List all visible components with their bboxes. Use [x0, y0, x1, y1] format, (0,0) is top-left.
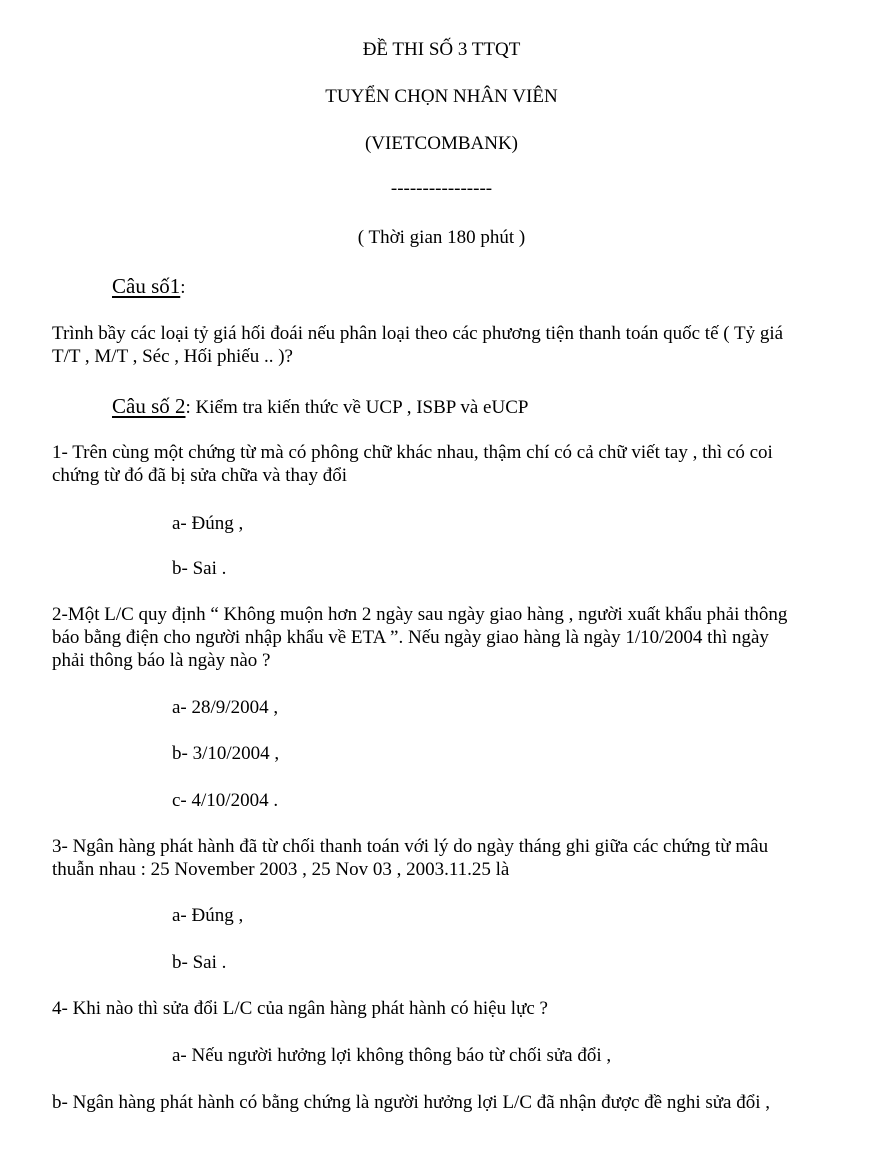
exam-title: ĐỀ THI SỐ 3 TTQT: [362, 39, 521, 60]
question-4-option-a: a- Nếu người hưởng lợi không thông báo từ chối sửa đổi ,: [172, 1045, 612, 1066]
header-divider: ----------------: [390, 178, 493, 199]
question-4-continuation: b- Ngân hàng phát hành có bằng chứng là người hưởng lợi L/C đã nhận được đề nghi sửa đổi ,: [52, 1092, 771, 1113]
question-4-line-1: 4- Khi nào thì sửa đổi L/C của ngân hàng phát hành có hiệu lực ?: [52, 998, 548, 1019]
question-3-line-1: 3- Ngân hàng phát hành đã từ chối thanh toán với lý do ngày tháng ghi giữa các chứng từ mâu: [52, 836, 769, 857]
question-2-line-1: 2-Một L/C quy định “ Không muộn hơn 2 ngày sau ngày giao hàng , người xuất khẩu phải thông: [52, 604, 788, 625]
section-1-heading-label: Câu số1: [112, 274, 181, 298]
question-1-option-a: a- Đúng ,: [172, 513, 244, 534]
question-1-line-2: chứng từ đó đã bị sửa chữa và thay đổi: [52, 465, 347, 486]
organization-name: (VIETCOMBANK): [364, 133, 519, 154]
question-2-line-3: phải thông báo là ngày nào ?: [52, 650, 271, 671]
question-2-line-2: báo bằng điện cho người nhập khẩu về ETA ”. Nếu ngày giao hàng là ngày 1/10/2004 thì ngày: [52, 627, 769, 648]
question-1-option-b: b- Sai .: [172, 558, 227, 579]
section-1-heading-suffix: :: [180, 277, 186, 298]
question-3-option-a: a- Đúng ,: [172, 905, 244, 926]
section-2-heading-suffix: : Kiểm tra kiến thức về UCP , ISBP và eUCP: [185, 397, 529, 418]
question-1-line-1: 1- Trên cùng một chứng từ mà có phông chữ khác nhau, thậm chí có cả chữ viết tay , thì có coi: [52, 442, 773, 463]
section-1-question-line-2: T/T , M/T , Séc , Hối phiếu .. )?: [52, 346, 293, 367]
section-2-heading: [112, 395, 528, 419]
exam-duration: ( Thời gian 180 phút ): [357, 227, 526, 248]
question-3-option-b: b- Sai .: [172, 952, 227, 973]
question-2-option-b: b- 3/10/2004 ,: [172, 743, 280, 764]
question-2-option-c: c- 4/10/2004 .: [172, 790, 279, 811]
section-1-question-line-1: Trình bầy các loại tỷ giá hối đoái nếu phân loại theo các phương tiện thanh toán quốc tế ( Tỷ giá: [52, 323, 784, 344]
question-3-line-2: thuẫn nhau : 25 November 2003 , 25 Nov 03 , 2003.11.25 là: [52, 859, 510, 880]
exam-subtitle: TUYỂN CHỌN NHÂN VIÊN: [325, 86, 558, 107]
section-1-heading: [112, 275, 186, 299]
question-2-option-a: a- 28/9/2004 ,: [172, 697, 279, 718]
section-2-heading-label: Câu số 2: [112, 394, 186, 418]
